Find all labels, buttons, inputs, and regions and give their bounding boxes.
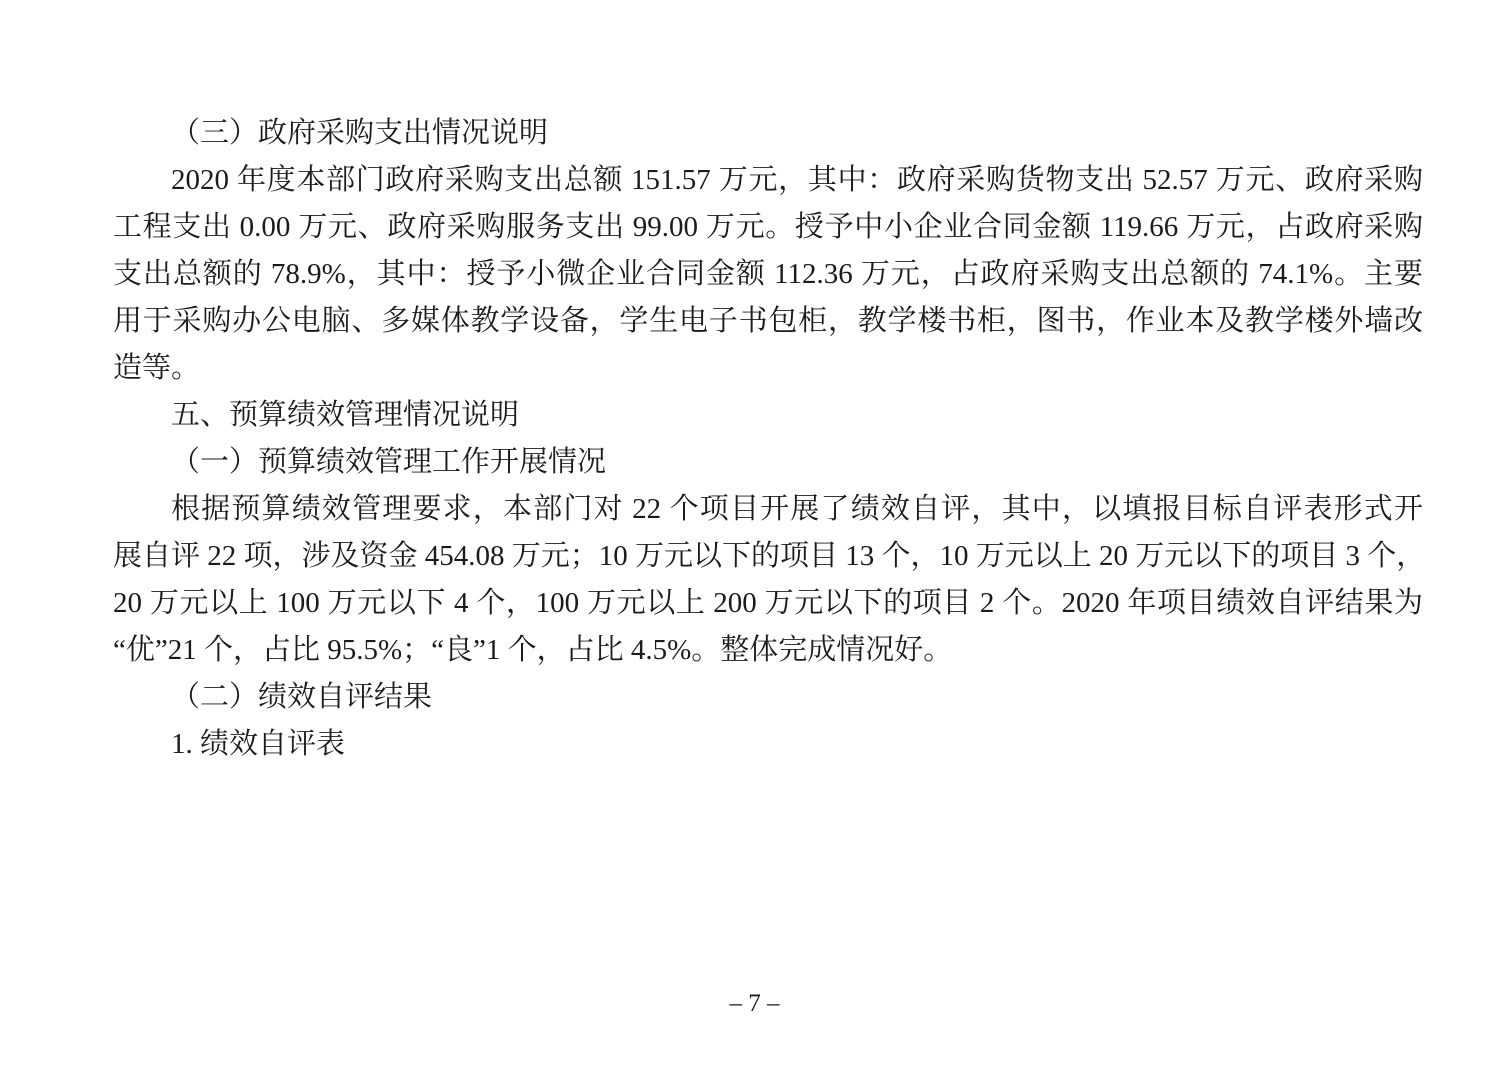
text-line: 2020 年度本部门政府采购支出总额 151.57 万元，其中：政府采购货物支出 52.57 万元、政府采购 — [171, 164, 1423, 196]
text-line: 20 万元以上 100 万元以下 4 个，100 万元以上 200 万元以下的项目 2 个。2020 年项目绩效自评结果为 — [113, 587, 1423, 619]
page-number: – 7 – — [729, 990, 780, 1017]
text-line: 支出总额的 78.9%，其中：授予小微企业合同金额 112.36 万元，占政府采购支出总额的 74.1%。主要 — [113, 258, 1423, 290]
page-footer — [0, 986, 1509, 1022]
text-block — [113, 110, 1426, 768]
text-line: 用于采购办公电脑、多媒体教学设备，学生电子书包柜，教学楼书柜，图书，作业本及教学楼外墙改 — [113, 305, 1423, 337]
text-line: 造等。 — [113, 352, 201, 384]
heading-line: 1. 绩效自评表 — [171, 728, 346, 760]
heading-line: （三）政府采购支出情况说明 — [171, 117, 549, 149]
heading-line: （二）绩效自评结果 — [171, 681, 433, 713]
text-line: “优”21 个，占比 95.5%；“良”1 个，占比 4.5%。整体完成情况好。 — [113, 634, 953, 666]
text-line: 根据预算绩效管理要求，本部门对 22 个项目开展了绩效自评，其中，以填报目标自评表形式开 — [171, 493, 1423, 525]
text-line: 工程支出 0.00 万元、政府采购服务支出 99.00 万元。授予中小企业合同金额 119.66 万元，占政府采购 — [113, 211, 1423, 243]
heading-line: （一）预算绩效管理工作开展情况 — [171, 446, 607, 478]
heading-line: 五、预算绩效管理情况说明 — [171, 399, 520, 431]
text-line: 展自评 22 项，涉及资金 454.08 万元；10 万元以下的项目 13 个，10 万元以上 20 万元以下的项目 3 个， — [113, 540, 1426, 572]
